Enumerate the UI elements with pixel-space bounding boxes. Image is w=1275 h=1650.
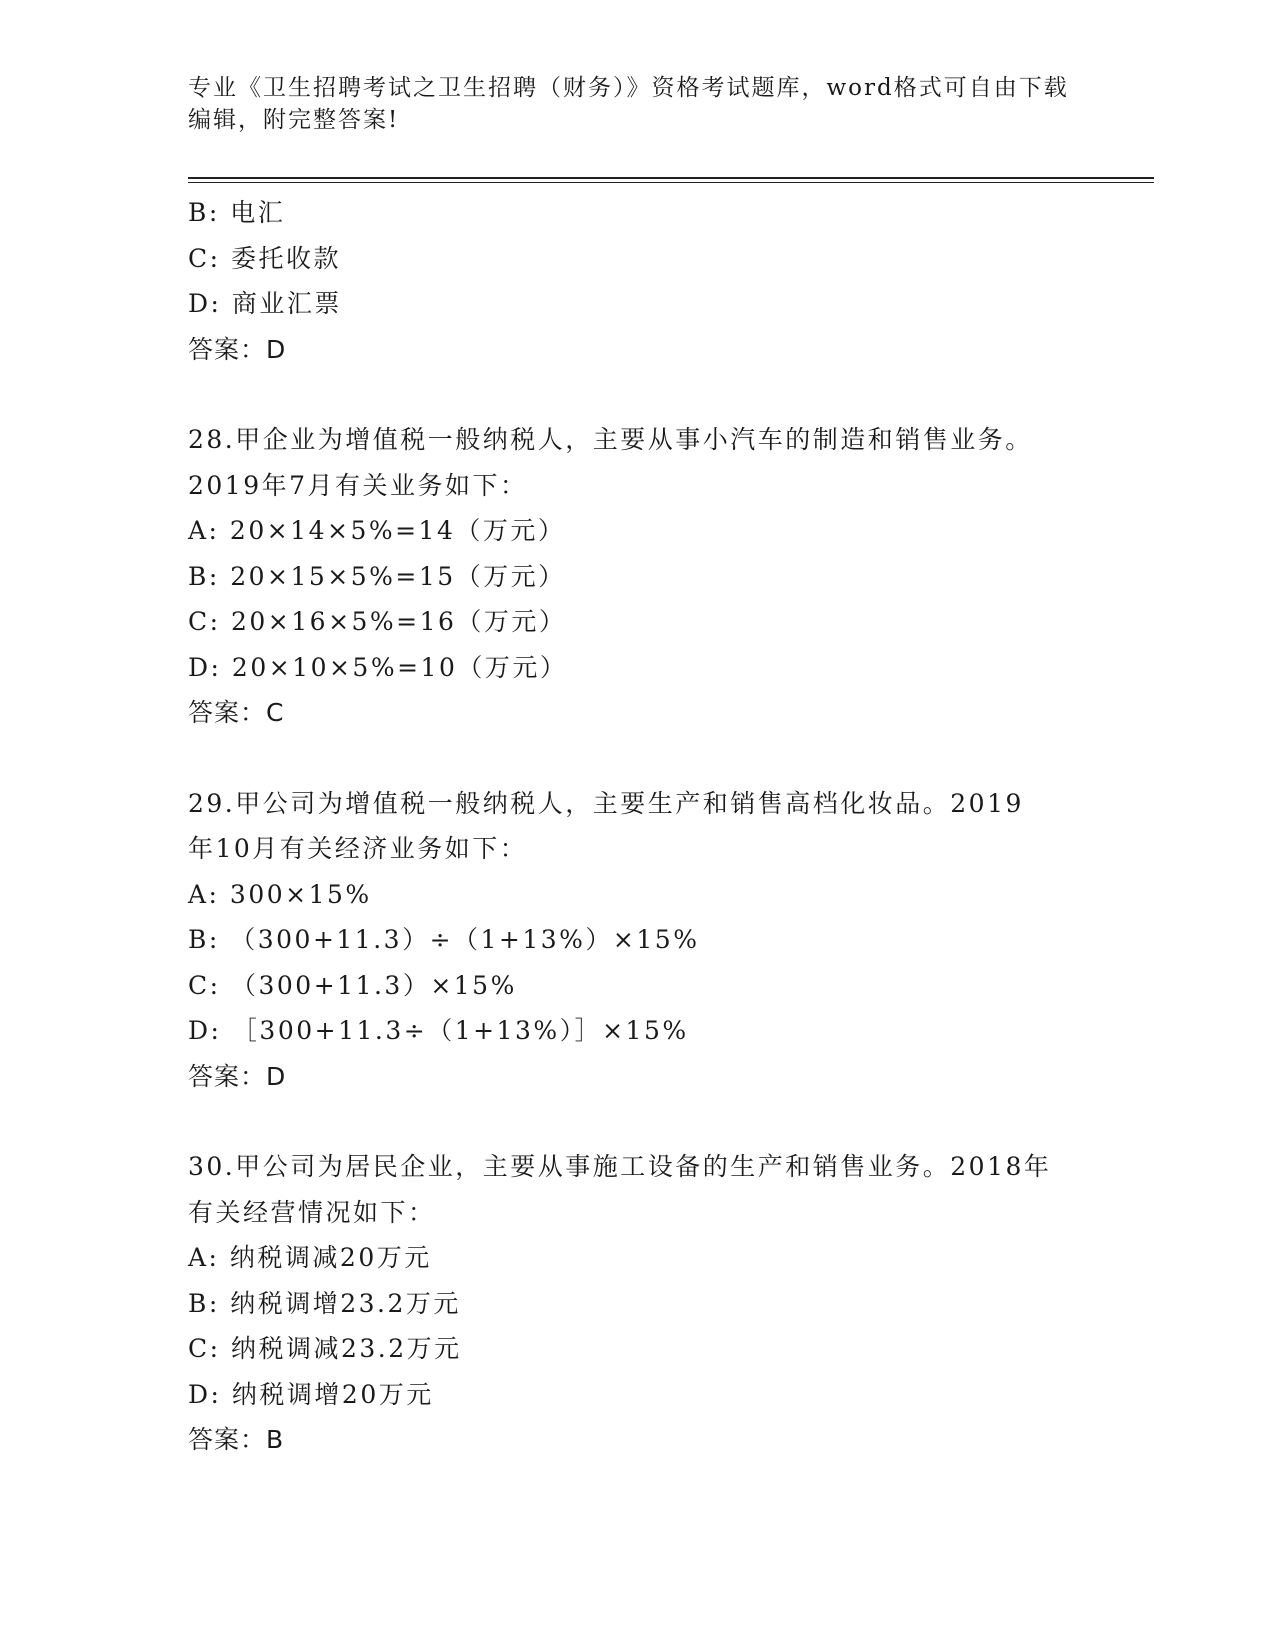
question-block-29 — [188, 781, 1108, 1100]
question-block-28 — [188, 417, 1108, 736]
question-content — [188, 190, 1108, 1463]
answer-line: 答案：D — [188, 1061, 287, 1091]
option-d: D: ［300+11.3÷（1+13%）］×15% — [188, 1016, 689, 1045]
answer-line: 答案：B — [188, 1425, 285, 1454]
answer-line: 答案：D — [188, 334, 287, 364]
option-d: D: 20×10×5%=10（万元） — [188, 652, 568, 682]
option-d: D: 纳税调增20万元 — [188, 1379, 434, 1409]
option-b: B: 20×15×5%=15（万元） — [188, 561, 566, 591]
question-stem-line: 29.甲公司为增值税一般纳税人，主要生产和销售高档化妆品。2019 — [188, 788, 1024, 818]
spacer — [188, 372, 1108, 417]
option-c: C: 纳税调减23.2万元 — [188, 1334, 462, 1363]
question-stem-line: 28.甲企业为增值税一般纳税人，主要从事小汽车的制造和销售业务。 — [188, 425, 1033, 454]
option-a: A: 纳税调减20万元 — [188, 1243, 432, 1272]
question-block-30 — [188, 1144, 1108, 1463]
question-stem-line: 年10月有关经济业务如下： — [188, 834, 528, 863]
document-header — [188, 72, 1088, 136]
header-divider-thick — [188, 177, 1154, 179]
header-divider-thin — [188, 182, 1154, 183]
answer-line: 答案：C — [188, 698, 285, 727]
option-c: C: 委托收款 — [188, 243, 341, 273]
question-stem-line: 30.甲公司为居民企业，主要从事施工设备的生产和销售业务。2018年 — [188, 1152, 1052, 1181]
spacer — [188, 736, 1108, 781]
option-c: C: （300+11.3）×15% — [188, 970, 517, 1000]
option-a: A: 300×15% — [188, 879, 372, 909]
option-b: B: （300+11.3）÷（1+13%）×15% — [188, 925, 700, 954]
option-d: D: 商业汇票 — [188, 289, 342, 318]
spacer — [188, 1099, 1108, 1144]
prev-question-block — [188, 190, 1108, 372]
question-stem-line: 2019年7月有关业务如下： — [188, 470, 528, 500]
option-c: C: 20×16×5%=16（万元） — [188, 607, 567, 636]
option-a: A: 20×14×5%=14（万元） — [188, 516, 566, 545]
option-b: B: 电汇 — [188, 198, 286, 227]
option-b: B: 纳税调增23.2万元 — [188, 1288, 461, 1318]
header-line-1: 专业《卫生招聘考试之卫生招聘（财务）》资格考试题库，word格式可自由下载 — [188, 75, 1069, 101]
header-line-2: 编辑，附完整答案! — [188, 107, 400, 133]
question-stem-line: 有关经营情况如下： — [188, 1197, 436, 1227]
